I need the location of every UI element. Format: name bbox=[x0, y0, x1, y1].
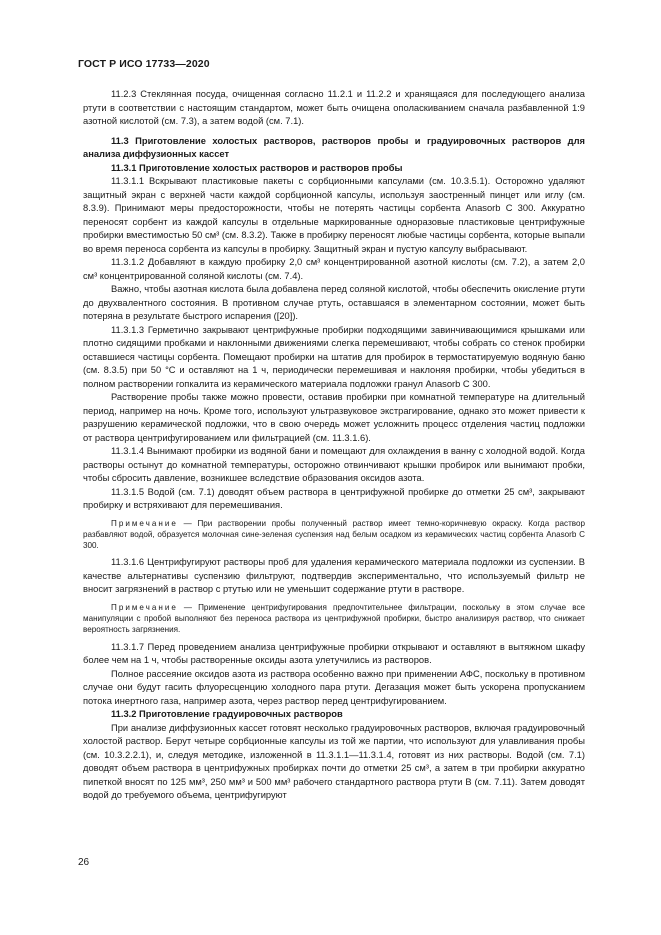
paragraph-11-3-2: При анализе диффузионных кассет готовят несколько градуировочных растворов, включая градуировочный холостой раствор. Берут четыре сорбционные капсулы из той же партии, что используют для улавливания пробы (см. 10.3.2.2.1), и, следуя методике, изложенной в 11.3.1.1—11.3.1.4, готовят из них растворы. Водой (см. 7.1) доводят объем раствора в центрифужных пробирках почти до отметки 25 см³, а затем в три пробирки аккуратно пипеткой вносят по 125 мм³, 250 мм³ и 500 мм³ рабочего стандартного раствора ртути В (см. 7.11). Затем доводят водой до требуемого объема, центрифугируют bbox=[83, 722, 585, 801]
paragraph-important: Важно, чтобы азотная кислота была добавлена перед соляной кислотой, чтобы обеспечить окисление ртути до двухвалентного состояния. В противном случае ртуть, оставшаяся в элементарном состоянии, может быть потеряна в результате быстрого испарения ([20]). bbox=[83, 284, 585, 321]
paragraph-11-3-1-2: 11.3.1.2 Добавляют в каждую пробирку 2,0 см³ концентрированной азотной кислоты (см. 7.2), а затем 2,0 см³ концентрированной соляной кислоты (см. 7.4). bbox=[83, 257, 585, 281]
note-label: Примечание bbox=[111, 602, 178, 612]
section-heading-11-3: 11.3 Приготовление холостых растворов, растворов пробы и градуировочных растворов для анализа диффузионных кассет bbox=[83, 135, 585, 159]
paragraph-11-2-3: 11.2.3 Стеклянная посуда, очищенная согласно 11.2.1 и 11.2.2 и хранящаяся для последующего анализа ртути в соответствии с настоящим стандартом, может быть очищена ополаскиванием сначала разбавленной 1:9 азотной кислотой (см. 7.3), а затем водой (см. 7.1). bbox=[83, 89, 585, 126]
note-1 bbox=[83, 518, 585, 552]
paragraph-11-3-1-3: 11.3.1.3 Герметично закрывают центрифужные пробирки подходящими завинчивающимися крышками или плотно сидящими пробками и наклонными движениями слегка перемешивают, чтобы собрать со стенок пробирки оставшиеся частицы сорбента. Помещают пробирки на штатив для пробирок в термостатируемую водяную баню (см. 8.3.5) при 50 °С и оставляют на 1 ч, периодически перемешивая и наклоняя пробирки, чтобы убедиться в полном растворении гопкалита из керамического материала подложки гранул Anasorb С 300. bbox=[83, 324, 585, 389]
document-header: ГОСТ Р ИСО 17733—2020 bbox=[78, 58, 210, 70]
paragraph-11-3-1-4: 11.3.1.4 Вынимают пробирки из водяной бани и помещают для охлаждения в ванну с холодной водой. Когда растворы остынут до комнатной температуры, осторожно отвинчивают крышки пробирок или вынимают пробки, чтобы сбросить давление, возникшее вследствие образования оксидов азота. bbox=[83, 446, 585, 483]
note-2-text: — Применение центрифугирования предпочтительнее фильтрации, поскольку в этом случае все манипуляции с пробой выполняют без переноса раствора из центрифужной пробирки, быстро анализируя раствор, что снижает вероятность загрязнения. bbox=[83, 602, 585, 635]
page-number: 26 bbox=[78, 857, 90, 868]
document-body bbox=[83, 88, 585, 803]
subsection-heading-11-3-1: 11.3.1 Приготовление холостых растворов и растворов пробы bbox=[111, 162, 403, 173]
paragraph-11-3-1-7: 11.3.1.7 Перед проведением анализа центрифужные пробирки открывают и оставляют в вытяжном шкафу более чем на 1 ч, чтобы растворенные оксиды азота улетучились из растворов. bbox=[83, 641, 585, 666]
paragraph-11-3-1-5: 11.3.1.5 Водой (см. 7.1) доводят объем раствора в центрифужной пробирке до отметки 25 см³, закрывают пробирку и встряхивают для перемешивания. bbox=[83, 486, 585, 510]
note-1-text: — При растворении пробы полученный раствор имеет темно-коричневую окраску. Когда раствор разбавляют водой, образуется молочная сине-зеленая суспензия над белым осадком из керамических частиц сорбента Anasorb С 300. bbox=[83, 518, 585, 551]
paragraph-11-3-1-6: 11.3.1.6 Центрифугируют растворы проб для удаления керамического материала подложки из суспензии. В качестве альтернативы суспензию фильтруют, подтвердив экспериментально, что используемый фильтр не вносит загрязнений в раствор с ртутью или не уменьшит содержание ртути в растворе. bbox=[83, 557, 585, 595]
note-label: Примечание bbox=[111, 518, 178, 528]
subsection-heading-11-3-2: 11.3.2 Приготовление градуировочных растворов bbox=[111, 709, 343, 720]
note-2 bbox=[83, 602, 585, 636]
paragraph-scatter: Полное рассеяние оксидов азота из раствора особенно важно при применении АФС, поскольку в противном случае они будут гасить флуоресценцию холодного пара ртути. Дегазация может быть ускорена пропусканием потока инертного газа, например азота, через раствор перед центрифугированием. bbox=[83, 668, 585, 706]
paragraph-dissolve: Растворение пробы также можно провести, оставив пробирки при комнатной температуре на длительный период, например на ночь. Кроме того, используют ультразвуковое экстрагирование, однако это может привести к разрушению керамической подложки, что в свою очередь может усложнить процесс отделения частиц подложки от раствора центрифугированием или фильтрацией (см. 11.3.1.6). bbox=[83, 392, 585, 443]
paragraph-11-3-1-1: 11.3.1.1 Вскрывают пластиковые пакеты с сорбционными капсулами (см. 10.3.5.1). Осторожно удаляют защитный экран с верхней части каждой сорбционной капсулы, используя заостренный пинцет или иглу (см. 8.3.9). Принимают меры предосторожности, чтобы не потерять частицы сорбента Anasorb С 300. Аккуратно переносят сорбент из каждой капсулы в отдельные маркированные одноразовые пластиковые центрифужные пробирки вместимостью 50 см³ (см. 8.3.2). Также в пробирку переносят любые частицы сорбента, которые выпали во время переноса сорбента из капсулы в пробирку. Защитный экран и пустую капсулу выбрасывают. bbox=[83, 176, 585, 254]
